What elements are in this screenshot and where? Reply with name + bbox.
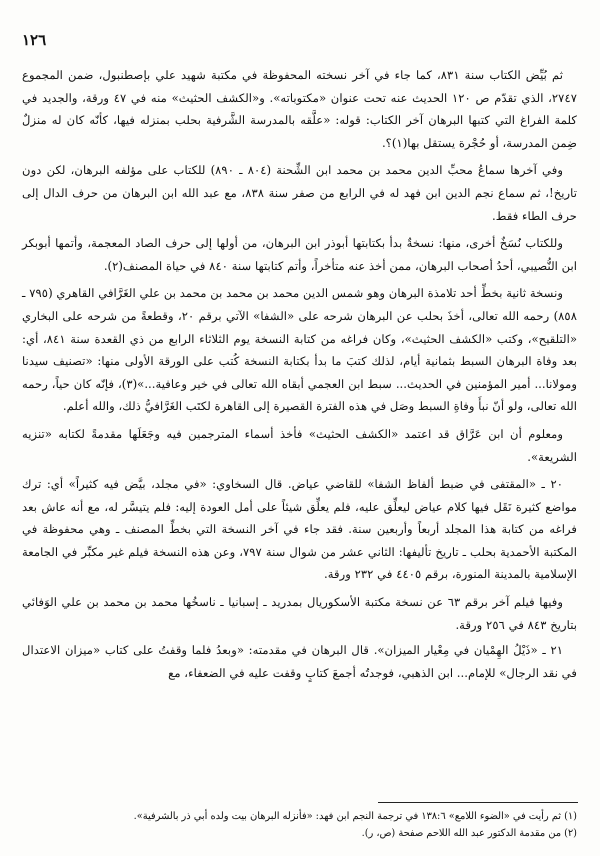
paragraph: وفيها فيلم آخر برقم ٦٣ عن نسخة مكتبة الأسكوريال بمدريد ـ إسبانيا ـ ناسخُها محمد بن محمد بن علي الوَفائي بتاريخ ٨٤٣ في ٢٥٦ ورقة. <box>22 595 577 632</box>
paragraph: ٢١ ـ «ذَيْلُ الهِمْيان في مِعْيار الميزان». قال البرهان في مقدمته: «وبعدُ فلما وقفتُ على كتاب «ميزان الاعتدال في نقد الرجال» للإمام... ابن الذهبي، فوجدتُه أجمعَ كتابٍ وقفت عليه في الضعفاء، مع <box>22 643 577 680</box>
paragraph: ومعلوم أن ابن عَرَّاق قد اعتمد «الكشف الحثيث» فأخذ أسماء المترجمين فيه وجَعَلَها مقدمةً لكتابه «تنزيه الشريعة». <box>22 426 577 464</box>
paragraph: ونسخة ثانية بخطِّ أحد تلامذة البرهان وهو شمس الدين محمد بن محمد بن محمد بن علي الغَرَّافي القاهري (٧٩٥ ـ ٨٥٨) رحمه الله تعالى، أخذَ بحلب عن البرهان شرحه على «الشفا» الآتي برقم ٢٠، وقطعةً من شرحه على البخاري «التلقيح»، وكتب «الكشف الحثيث»، وكان فراغه من كتابة النسخة يوم الثلاثاء الرابع من ذي القعدة سنة ٨٤١، أي: بعد وفاة البرهان السبط بثمانية أيام، لذلك كتبَ ما بدأ بكتابة النسخة كُتب على الورقة الأولى منها: «تصنيف سيدنا ومولانا... أمير المؤمنين في الحديث... سبط ابن العجمي أبقاه الله تعالى في خير وعافية...»(٣)، فإنّه كان حياً، رحمه الله تعالى، ولو أنّ نبأَ وفاةِ السبط وصَل في هذه الفترة القصيرة إلى القاهرة لكتَب الغَرَّافيُّ ذلك، والله أعلم. <box>22 286 578 414</box>
footnote: (٢) من مقدمة الدكتور عبد الله اللاحم صفحة (ص، ر). <box>361 828 577 839</box>
footnotes <box>22 808 577 842</box>
page-number: ١٢٦ <box>22 31 47 49</box>
paragraph: وفي آخرها سماعُ محبِّ الدين محمد بن محمد ابن الشِّحنة (٨٠٤ ـ ٨٩٠) للكتاب على مؤلفه البرهان، لكن دون تاريخ!، ثم سماع نجم الدين ابن فهد له في الرابع من صفر سنة ٨٣٨، مع عبد الله ابن البرهان من حرف الدال إلى حرف الطاء فقط. <box>22 163 577 223</box>
paragraph: ٢٠ ـ «المقتفى في ضبط ألفاظ الشفا» للقاضي عياض. قال السخاوي: «في مجلد، بيَّض فيه كثيراً» أي: ترك مواضع كثيرة نَقَل فيها كلام عياض ليعلِّق عليه، فلم يعلِّق شيئاً على أمل العودة إليه: فلم يتيسَّر له، مع أنه عاش بعد فراغه من كتابة هذا المجلد أربعاً وأربعين سنة. فقد جاء في آخر النسخة التي بخطِّ المصنف ـ وهي محفوظة في المكتبة الأحمدية بحلب ـ تاريخ تأليفها: الثاني عشر من شوال سنة ٧٩٧، وعن هذه النسخة فيلم غير مكبِّر في الجامعة الإسلامية بالمدينة المنورة، برقم ٤٤٠٥ في ٢٣٢ ورقة. <box>22 477 577 582</box>
paragraph: ثم بُيِّض الكتاب سنة ٨٣١، كما جاء في آخر نسخته المحفوظة في مكتبة شهيد علي بإصطنبول، ضمن المجموع ٢٧٤٧، الذي تقدّم ص ١٢٠ الحديث عنه تحت عنوان «مكتوباته». و«الكشف الحثيث» منه في ٤٧ ورقة، والجديد في كلمة الفراغ التي كتبها البرهان آخر الكتاب: قوله: «علَّقه بالمدرسة الشَّرفية بحلب بمنزله فيها، كأنّه كان له منزلٌ ضِمن المدرسة، أو حُجْرة يستقل بها(١)؟. <box>22 68 578 150</box>
paragraph: وللكتاب نُسَخٌ أخرى، منها: نسخةٌ بدأ بكتابتها أبوذر ابن البرهان، من أولها إلى حرف الصاد المعجمة، وأتمها أبوبكر ابن النُّصيبي، أحدُ أصحاب البرهان، ممن أخذ عنه متأخراً، وأتم كتابتها سنة ٨٤٠ في حياة المصنف(٢). <box>22 236 577 273</box>
body-text <box>22 64 577 687</box>
footnote: (١) ثم رأيت في «الضوء اللامع» ١٣٨:٦ في ترجمة النجم ابن فهد: «فأنزله البرهان بيت ولده أبي ذر بالشرفية». <box>133 811 577 822</box>
footnote-divider <box>378 802 578 803</box>
